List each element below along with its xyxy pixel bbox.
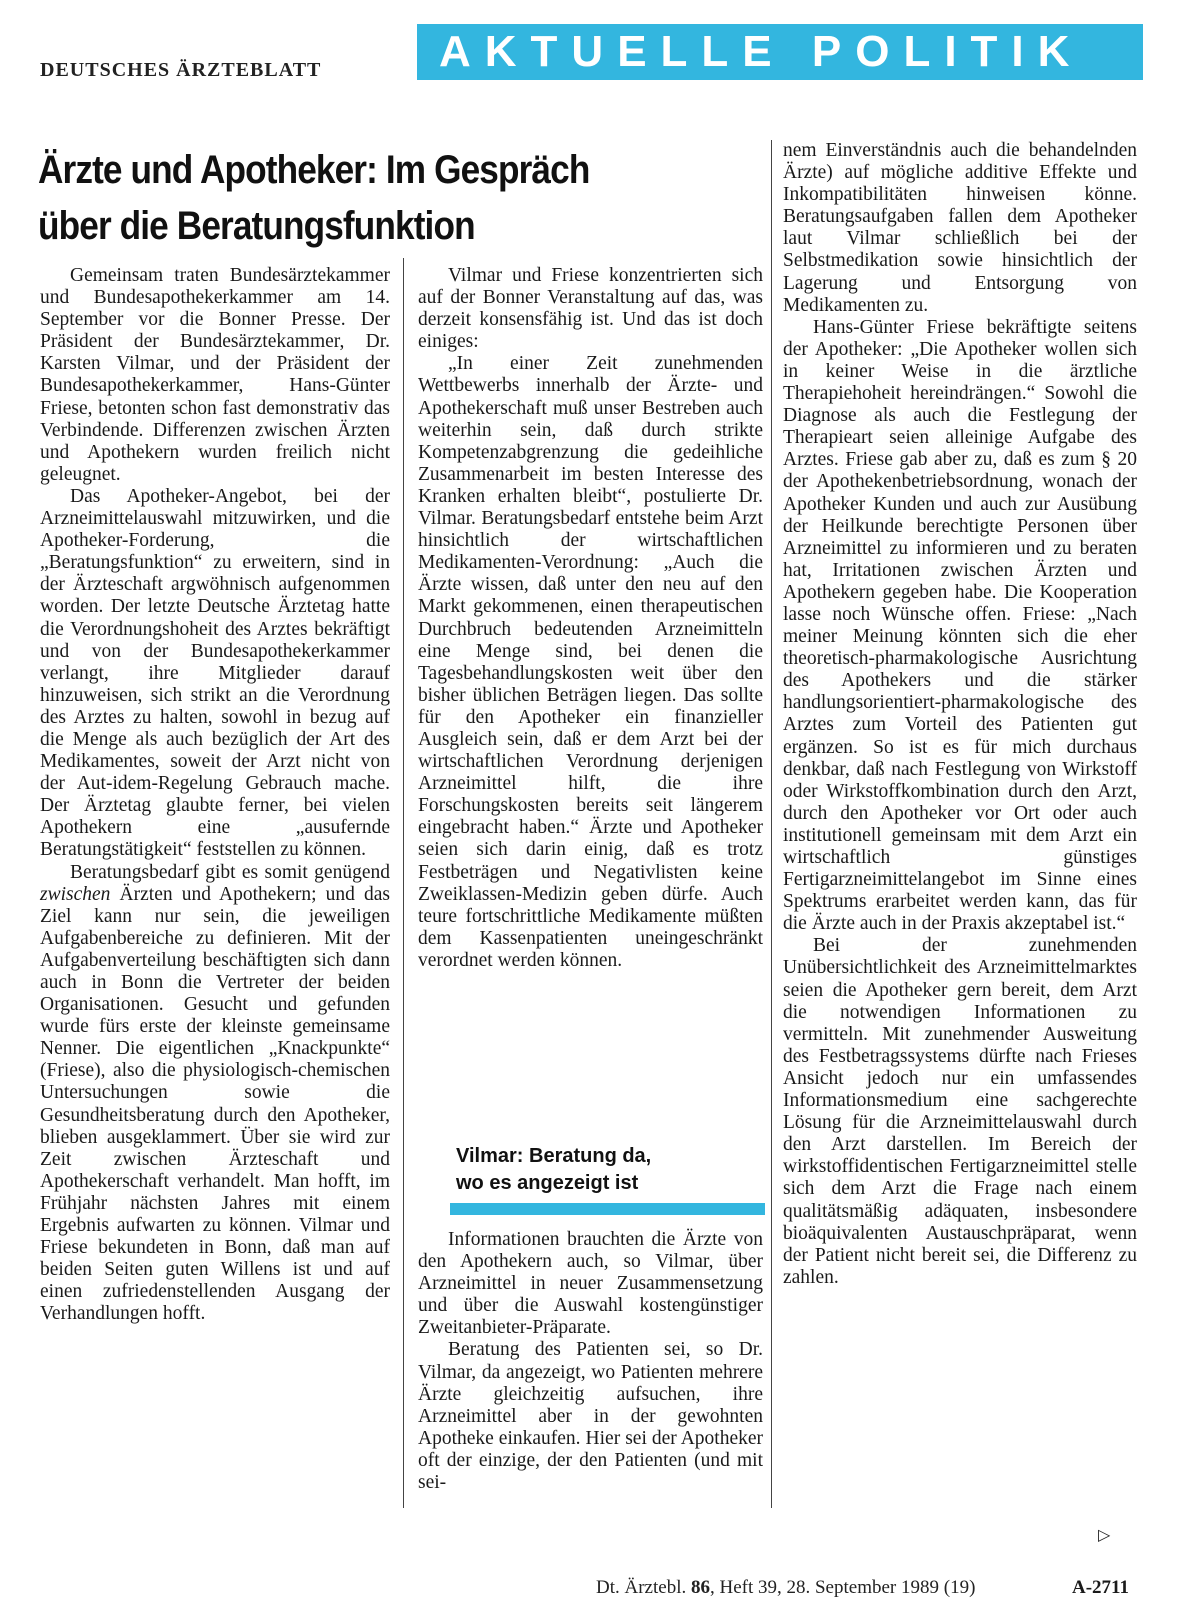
article-column-2 — [418, 265, 763, 972]
paragraph: nem Einverständnis auch die behandelnden Ärzte) auf mögliche additive Effekte und Inkompatibilitäten hinweisen könne. Beratungsaufgaben fallen dem Apotheker laut Vilmar schließlich bei der Selbstmedikation sowie hinsichtlich der Lagerung und Entsorgung von Medikamenten zu. — [783, 140, 1137, 316]
paragraph: Gemeinsam traten Bundesärztekammer und Bundesapothekerkammer am 14. September vor die Bonner Presse. Der Präsident der Bundesärztekammer, Dr. Karsten Vilmar, und der Präsident der Bundesapothekerkammer, Hans-Günter Friese, betonten schon fast demonstrativ das Verbindende. Differenzen zwischen Ärzten und Apothekern wurden freilich nicht geleugnet. — [40, 265, 390, 485]
citation-text: Dt. Ärztebl. — [596, 1577, 691, 1598]
article-column-1 — [40, 265, 390, 1326]
headline-line-2: über die Beratungsfunktion — [38, 204, 475, 248]
paragraph: Hans-Günter Friese bekräftigte seitens der Apotheker: „Die Apotheker wollen sich in keiner Weise in die ärztliche Therapiehoheit hereindrängen.“ Sowohl die Diagnose als auch die Festlegung der Therapieart seien alleinige Aufgabe des Arztes. Friese gab aber zu, daß es zum § 20 der Apothekenbetriebsordnung, wonach der Apotheker Kunden und auch zur Ausübung der Heilkunde berechtigte Personen über Arzneimittel zu informieren und zu beraten hat, Irritationen zwischen Ärzten und Apothekern gegeben habe. Die Kooperation lasse noch Wünsche offen. Friese: „Nach meiner Meinung könnten sich die eher theoretisch-pharmakologische Ausrichtung des Apothekers und die stärker handlungsorientiert-pharmakologische des Arztes zum Vorteil des Patienten gut ergänzen. So ist es für mich durchaus denkbar, daß nach Festlegung von Wirkstoff oder Wirkstoffkombination durch den Arzt, durch den Apotheker vor Ort oder auch institutionell gemeinsam mit dem Arzt ein wirtschaftlich günstiges Fertigarzneimittelangebot im Sinne eines Spektrums erarbeitet werden kann, das für die Ärzte auch in der Praxis akzeptabel ist.“ — [783, 316, 1137, 935]
section-banner: AKTUELLE POLITIK — [417, 24, 1143, 80]
citation-volume: 86 — [690, 1577, 710, 1598]
column-divider-2 — [771, 140, 772, 1508]
paragraph: Vilmar und Friese konzentrierten sich auf der Bonner Veranstaltung auf das, was derzeit konsensfähig ist. Und das ist doch einiges: — [418, 265, 763, 353]
text-run: Ärzten und Apothekern; und das Ziel kann nur sein, die jeweiligen Aufgabenbereiche zu definieren. Mit der Aufgabenverteilung beschäftigten sich dann auch in Bonn die Vertreter der beiden Organisationen. Gesucht und gefunden wurde fürs erste der kleinste gemeinsame Nenner. Die eigentlichen „Knackpunkte“ (Friese), also die physiologisch-chemischen Untersuchungen sowie die Gesundheitsberatung durch den Apotheker, blieben ausgeklammert. Über sie wird zur Zeit zwischen Ärzteschaft und Apothekerschaft verhandelt. Man hofft, im Frühjahr nächsten Jahres mit einem Ergebnis aufwarten zu können. Vilmar und Friese bekundeten in Bonn, daß man auf beiden Seiten guten Willens ist und auf einen zufriedenstellenden Ausgang der Verhandlungen hofft. — [40, 883, 390, 1325]
page-citation — [596, 1577, 975, 1599]
article-headline — [38, 142, 680, 254]
subheading-line-2: wo es angezeigt ist — [456, 1172, 639, 1194]
column-divider-1 — [403, 258, 404, 1508]
subheading-accent-bar — [450, 1203, 765, 1215]
headline-line-1: Ärzte und Apotheker: Im Gespräch — [38, 148, 590, 192]
continue-arrow-icon: ▷ — [1098, 1527, 1111, 1544]
page-number: A-2711 — [1072, 1577, 1129, 1598]
subheading-box — [450, 1143, 765, 1215]
paragraph: Bei der zunehmenden Unübersichtlichkeit des Arzneimittelmarktes seien die Apotheker gern bereit, dem Arzt die notwendigen Informationen zu vermitteln. Mit zunehmender Ausweitung des Festbetragssystems dürfte nach Frieses Ansicht jedoch nur ein umfassendes Informationsmedium eine sachgerechte Lösung für die Arzneimittelauswahl durch den Arzt darstellen. Im Bereich der wirkstoffidentischen Fertigarzneimittel stelle sich dem Arzt die Frage nach einem qualitätsmäßig adäquaten, insbesondere bioäquivalenten Austauschpräparat, wenn der Patient nicht bereit sei, die Differenz zu zahlen. — [783, 935, 1137, 1288]
paragraph: Informationen brauchten die Ärzte von den Apothekern auch, so Vilmar, über Arzneimittel in neuer Zusammensetzung und über die Auswahl kostengünstiger Zweitanbieter-Präparate. — [418, 1229, 763, 1339]
text-run: Beratungsbedarf gibt es somit genügend — [70, 861, 390, 883]
paragraph: Beratung des Patienten sei, so Dr. Vilmar, da angezeigt, wo Patienten mehrere Ärzte gleichzeitig aufsuchen, ihre Arzneimittel aber in der gewohnten Apotheke einkaufen. Hier sei der Apotheker oft der einzige, der den Patienten (und mit sei- — [418, 1339, 763, 1494]
article-column-2-continued — [418, 1229, 763, 1494]
emphasis-text: zwischen — [40, 883, 111, 905]
subheading-line-1: Vilmar: Beratung da, — [456, 1145, 652, 1167]
paragraph: „In einer Zeit zunehmenden Wettbewerbs innerhalb der Ärzte- und Apothekerschaft muß unser Bestreben auch weiterhin sein, daß durch strikte Kompetenzabgrenzung die gedeihliche Zusammenarbeit im besten Interesse des Kranken erhalten bleibt“, postulierte Dr. Vilmar. Beratungsbedarf entstehe beim Arzt hinsichtlich der wirtschaftlichen Medikamenten-Verordnung: „Auch die Ärzte wissen, daß unter den neu auf den Markt gekommenen, einen therapeutischen Durchbruch bedeutenden Arzneimitteln eine Menge sind, bei denen die Tagesbehandlungskosten weit über den bisher üblichen Beträgen liegen. Das sollte für den Apotheker ein finanzieller Ausgleich sein, daß er dem Arzt bei der wirtschaftlichen Verordnung derjenigen Arzneimittel hilft, die ihre Forschungskosten bereits seit längerem eingebracht haben.“ Ärzte und Apotheker seien sich darin einig, daß es trotz Festbeträgen und Negativlisten keine Zweiklassen-Medizin geben dürfe. Auch teure fortschrittliche Medikamente müßten dem Kassenpatienten uneingeschränkt verordnet werden können. — [418, 353, 763, 971]
citation-text: , Heft 39, 28. September 1989 (19) — [709, 1577, 976, 1598]
subheading — [450, 1143, 765, 1197]
article-column-3 — [783, 140, 1137, 1289]
journal-name: DEUTSCHES ÄRZTEBLATT — [40, 59, 322, 81]
paragraph — [40, 862, 390, 1326]
paragraph: Das Apotheker-Angebot, bei der Arzneimittelauswahl mitzuwirken, und die Apotheker-Forderung, die „Beratungsfunktion“ zu erweitern, sind in der Ärzteschaft argwöhnisch aufgenommen worden. Der letzte Deutsche Ärztetag hatte die Verordnungshoheit des Arztes bekräftigt und von der Bundesapothekerkammer verlangt, ihre Mitglieder darauf hinzuweisen, sich strikt an die Verordnung des Arztes zu halten, sowohl in bezug auf die Menge als auch bezüglich der Art des Medikamentes, soweit der Arzt nicht von der Aut-idem-Regelung Gebrauch mache. Der Ärztetag glaubte ferner, bei vielen Apothekern eine „ausufernde Beratungstätigkeit“ feststellen zu können. — [40, 485, 390, 861]
